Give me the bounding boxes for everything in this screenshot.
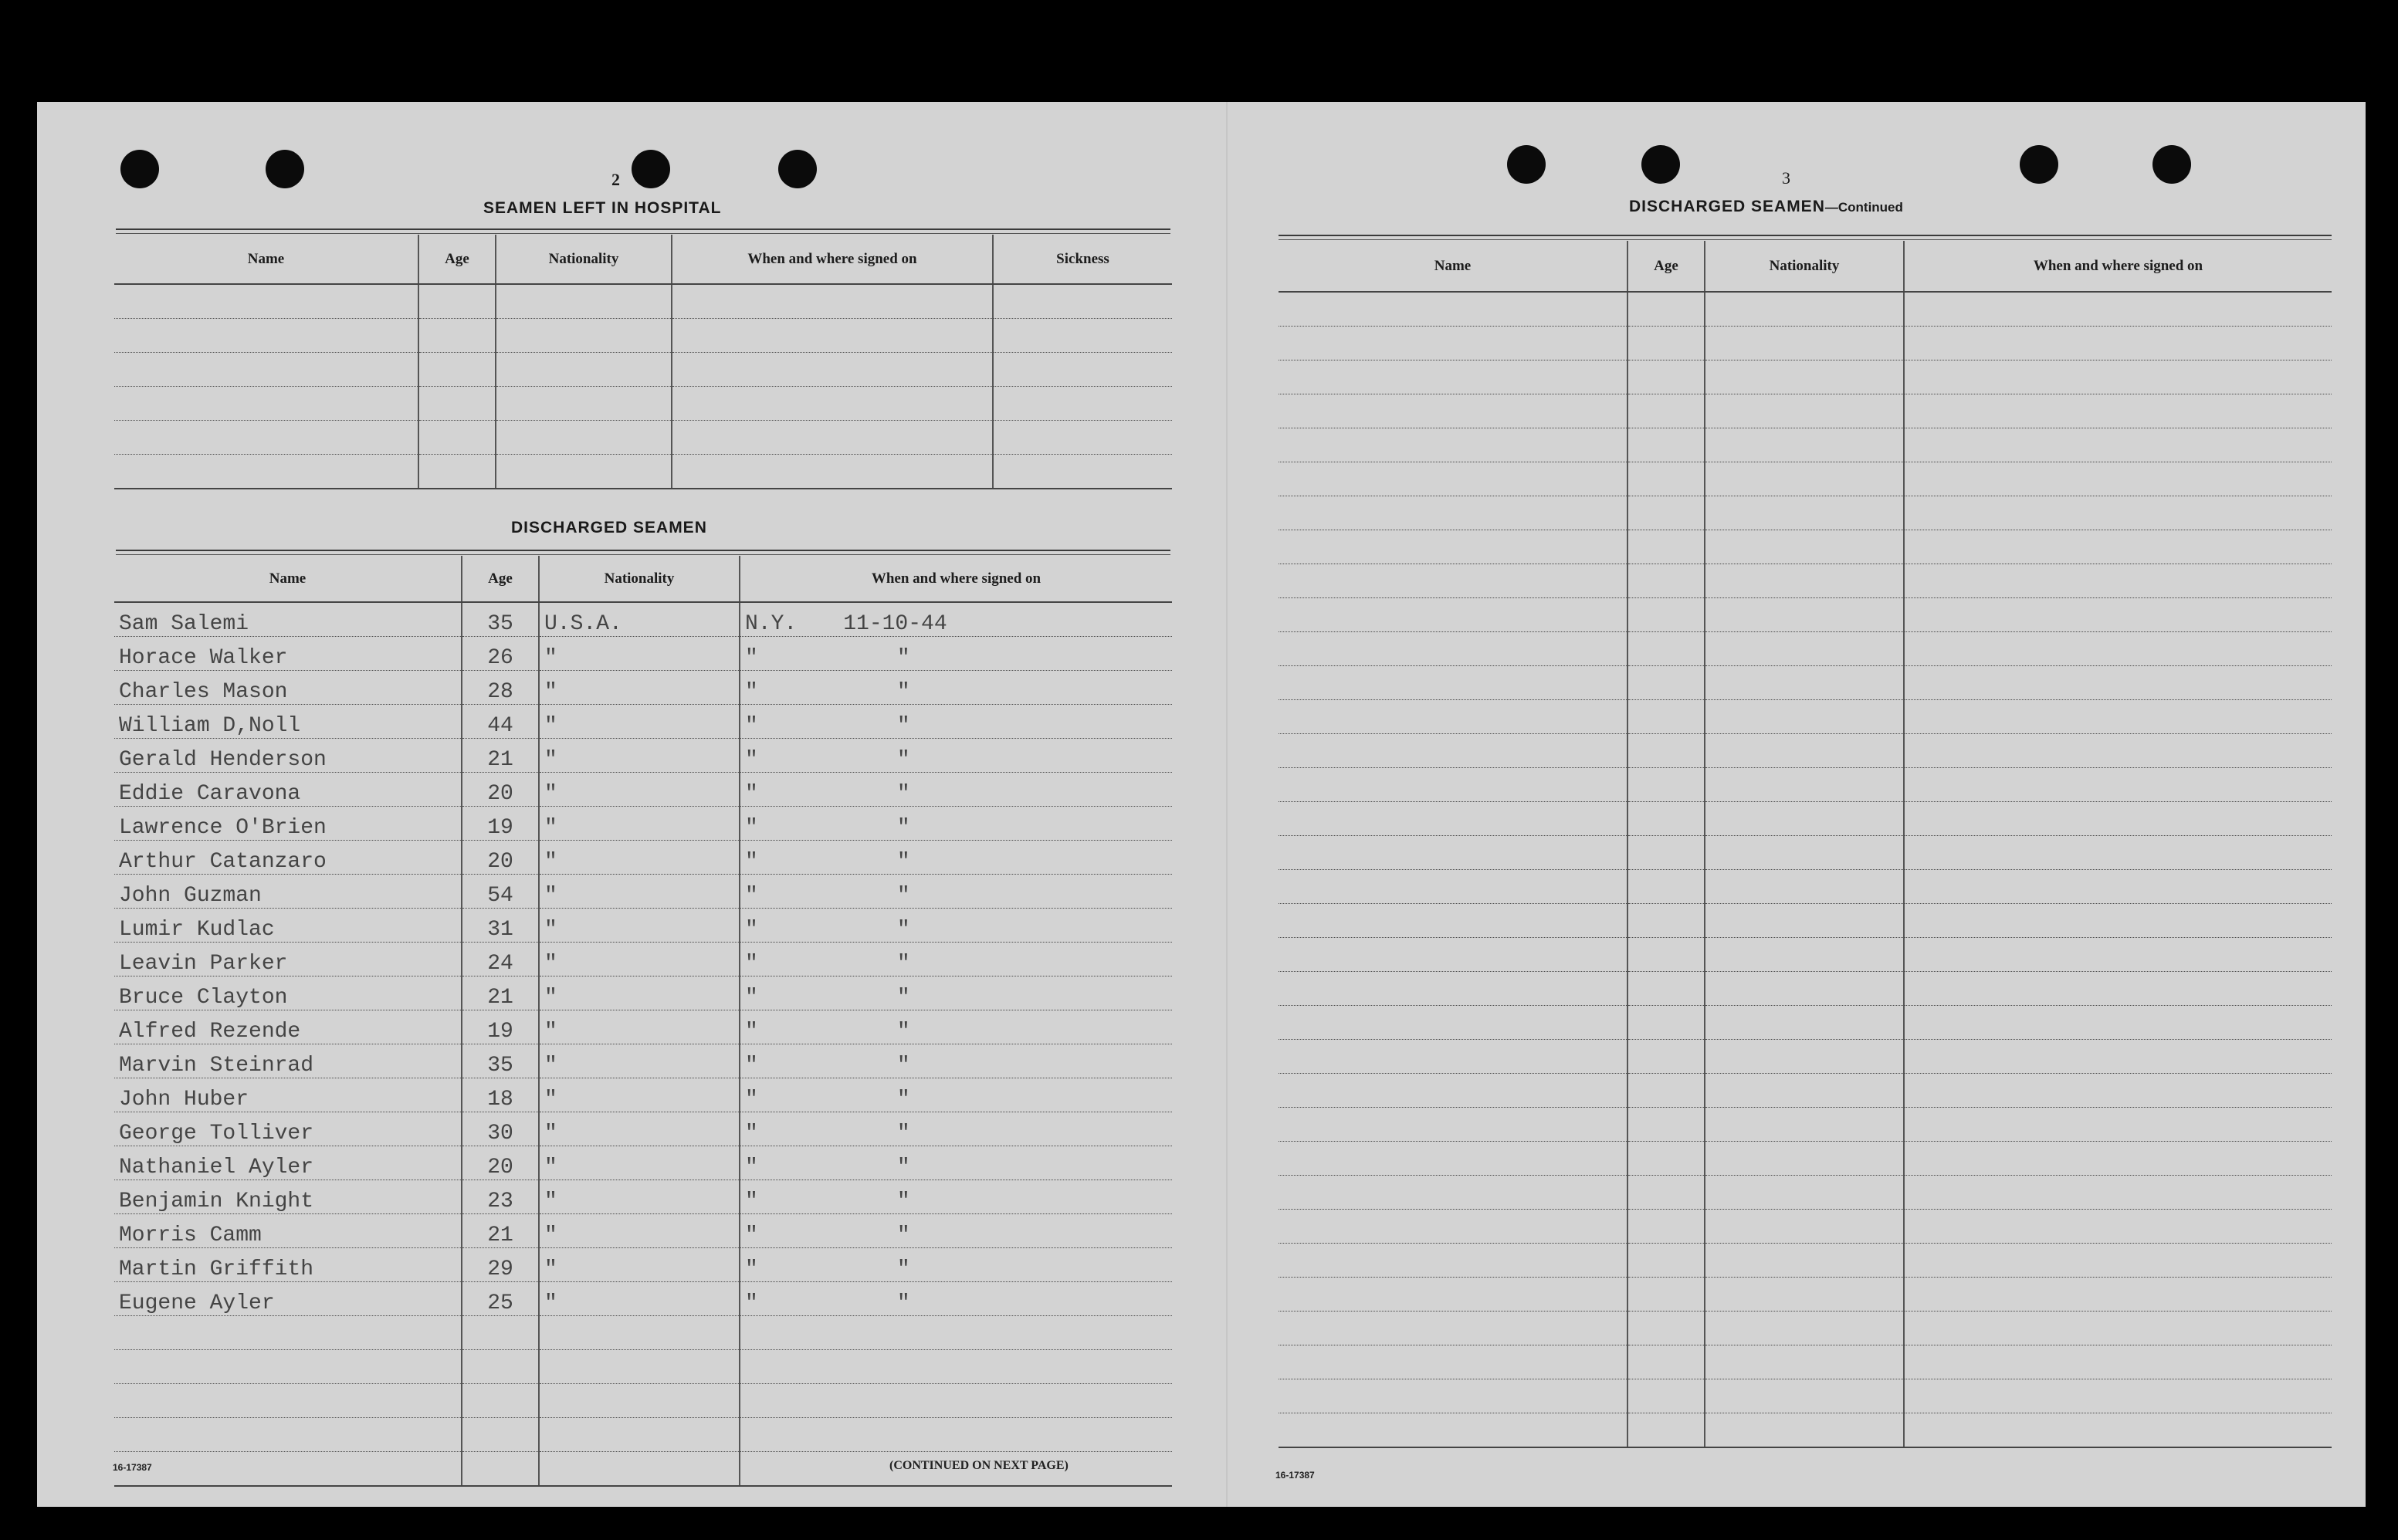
table-row	[114, 1316, 1172, 1350]
table-row	[1279, 564, 2332, 598]
seaman-signed-on	[740, 841, 1172, 875]
table-row	[1279, 1278, 2332, 1312]
table-row	[114, 1180, 1172, 1214]
seaman-name: John Huber	[114, 1078, 462, 1112]
seaman-name: Morris Camm	[114, 1214, 462, 1248]
punch-hole	[1507, 145, 1546, 184]
signed-date: "	[896, 816, 910, 840]
seaman-nationality: "	[539, 1146, 740, 1180]
table-row	[114, 909, 1172, 943]
discharged-table	[114, 556, 1172, 1487]
hospital-section-title: SEAMEN LEFT IN HOSPITAL	[483, 199, 722, 217]
signed-date: "	[896, 1257, 910, 1281]
punch-hole	[2020, 145, 2058, 184]
table-row	[1279, 1379, 2332, 1413]
ledger-sheet	[37, 102, 2366, 1507]
table-row	[114, 1044, 1172, 1078]
signed-place: "	[745, 1190, 758, 1213]
table-row	[114, 841, 1172, 875]
table-row	[1279, 530, 2332, 564]
seaman-age: 19	[462, 807, 539, 841]
table-row	[1279, 1345, 2332, 1379]
signed-date: "	[896, 748, 910, 772]
table-row	[114, 773, 1172, 807]
table-row	[1279, 870, 2332, 904]
table-row	[1279, 836, 2332, 870]
table-row	[1279, 394, 2332, 428]
seaman-age: 25	[462, 1282, 539, 1316]
seaman-name: Bruce Clayton	[114, 976, 462, 1010]
punch-hole	[632, 150, 670, 188]
table-row	[1279, 598, 2332, 632]
discharged-continued-title	[1629, 198, 1903, 216]
table-row	[114, 353, 1172, 387]
seaman-age: 29	[462, 1248, 539, 1282]
seaman-nationality: "	[539, 671, 740, 705]
table-row	[114, 739, 1172, 773]
seaman-signed-on	[740, 1010, 1172, 1044]
section-rule	[1279, 235, 2332, 236]
signed-place: "	[745, 1291, 758, 1315]
signed-place: "	[745, 986, 758, 1010]
signed-date: "	[896, 952, 910, 976]
table-row	[114, 284, 1172, 319]
table-row	[114, 943, 1172, 976]
seaman-name: Charles Mason	[114, 671, 462, 705]
col-header-name: Name	[114, 556, 462, 602]
table-row	[1279, 496, 2332, 530]
col-header-age: Age	[418, 235, 496, 284]
table-row	[114, 421, 1172, 455]
seaman-signed-on	[740, 1044, 1172, 1078]
table-row	[114, 1418, 1172, 1452]
table-row	[114, 807, 1172, 841]
seaman-signed-on	[740, 1112, 1172, 1146]
col-header-name: Name	[1279, 241, 1627, 292]
signed-place: "	[745, 748, 758, 772]
signed-date: "	[896, 850, 910, 874]
seaman-age: 23	[462, 1180, 539, 1214]
seaman-name: Horace Walker	[114, 637, 462, 671]
seaman-age: 21	[462, 976, 539, 1010]
signed-date: "	[896, 884, 910, 908]
signed-place: "	[745, 680, 758, 704]
signed-place: "	[745, 816, 758, 840]
seaman-signed-on	[740, 976, 1172, 1010]
signed-date: "	[896, 986, 910, 1010]
col-header-name: Name	[114, 235, 418, 284]
signed-date: "	[896, 1224, 910, 1247]
seaman-name: Marvin Steinrad	[114, 1044, 462, 1078]
seaman-signed-on	[740, 1282, 1172, 1316]
seaman-nationality: "	[539, 1248, 740, 1282]
signed-place: "	[745, 714, 758, 738]
table-row	[1279, 1040, 2332, 1074]
seaman-signed-on	[740, 602, 1172, 637]
signed-place: "	[745, 1054, 758, 1078]
seaman-signed-on	[740, 909, 1172, 943]
table-row	[1279, 1312, 2332, 1345]
seaman-nationality: "	[539, 705, 740, 739]
seaman-nationality: "	[539, 1044, 740, 1078]
seaman-age: 44	[462, 705, 539, 739]
seaman-age: 26	[462, 637, 539, 671]
table-row	[1279, 462, 2332, 496]
seaman-nationality: "	[539, 841, 740, 875]
seaman-age: 19	[462, 1010, 539, 1044]
seaman-nationality: "	[539, 773, 740, 807]
table-row	[114, 1248, 1172, 1282]
seaman-age: 28	[462, 671, 539, 705]
seaman-name: Eugene Ayler	[114, 1282, 462, 1316]
table-row	[114, 1010, 1172, 1044]
signed-date: "	[896, 1054, 910, 1078]
col-header-signed-on: When and where signed on	[672, 235, 993, 284]
seaman-signed-on	[740, 773, 1172, 807]
seaman-age: 54	[462, 875, 539, 909]
seaman-nationality: "	[539, 976, 740, 1010]
seaman-age: 35	[462, 1044, 539, 1078]
signed-place: "	[745, 1257, 758, 1281]
signed-place: "	[745, 1156, 758, 1180]
form-code: 16-17387	[1275, 1470, 1315, 1481]
page-number: 2	[611, 170, 620, 189]
seaman-name: John Guzman	[114, 875, 462, 909]
col-header-signed-on: When and where signed on	[1904, 241, 2332, 292]
col-header-nationality: Nationality	[1705, 241, 1904, 292]
table-row	[1279, 904, 2332, 938]
signed-place: "	[745, 918, 758, 942]
signed-place: "	[745, 1122, 758, 1146]
signed-date: "	[896, 1156, 910, 1180]
seaman-name: Gerald Henderson	[114, 739, 462, 773]
seaman-signed-on	[740, 1214, 1172, 1248]
seaman-nationality: U.S.A.	[539, 602, 740, 637]
seaman-nationality: "	[539, 909, 740, 943]
seaman-signed-on	[740, 637, 1172, 671]
punch-hole	[266, 150, 304, 188]
signed-place: "	[745, 952, 758, 976]
table-row	[1279, 1108, 2332, 1142]
signed-place: "	[745, 1224, 758, 1247]
seaman-signed-on	[740, 807, 1172, 841]
signed-place: "	[745, 646, 758, 670]
seaman-name: George Tolliver	[114, 1112, 462, 1146]
signed-date: "	[896, 680, 910, 704]
seaman-age: 20	[462, 773, 539, 807]
seaman-age: 35	[462, 602, 539, 637]
discharged-continued-table	[1279, 241, 2332, 1448]
signed-place: N.Y.	[745, 612, 798, 636]
table-row	[114, 705, 1172, 739]
signed-date: "	[896, 646, 910, 670]
seaman-name: Lumir Kudlac	[114, 909, 462, 943]
title-text: DISCHARGED SEAMEN	[1629, 198, 1825, 215]
seaman-name: Nathaniel Ayler	[114, 1146, 462, 1180]
table-row	[1279, 666, 2332, 700]
table-row	[1279, 700, 2332, 734]
punch-hole	[2152, 145, 2191, 184]
page-fold	[1226, 102, 1228, 1507]
table-row	[1279, 734, 2332, 768]
table-row	[114, 976, 1172, 1010]
seaman-age: 20	[462, 1146, 539, 1180]
seaman-nationality: "	[539, 1282, 740, 1316]
signed-place: "	[745, 1088, 758, 1112]
seaman-name: Martin Griffith	[114, 1248, 462, 1282]
signed-place: "	[745, 884, 758, 908]
title-suffix: —Continued	[1824, 200, 1903, 215]
seaman-nationality: "	[539, 943, 740, 976]
seaman-signed-on	[740, 1248, 1172, 1282]
seaman-nationality: "	[539, 1010, 740, 1044]
punch-hole	[778, 150, 817, 188]
table-row	[114, 671, 1172, 705]
seaman-signed-on	[740, 1078, 1172, 1112]
seaman-signed-on	[740, 875, 1172, 909]
signed-date: "	[896, 782, 910, 806]
table-row	[114, 1146, 1172, 1180]
signed-date: "	[896, 1190, 910, 1213]
seaman-age: 18	[462, 1078, 539, 1112]
section-rule	[116, 550, 1170, 551]
seaman-nationality: "	[539, 637, 740, 671]
table-row	[1279, 802, 2332, 836]
seaman-nationality: "	[539, 1112, 740, 1146]
hospital-table	[114, 235, 1172, 489]
table-row	[1279, 360, 2332, 394]
table-row	[114, 1078, 1172, 1112]
seaman-age: 20	[462, 841, 539, 875]
table-row	[1279, 1142, 2332, 1176]
table-row	[114, 1282, 1172, 1316]
section-rule	[116, 228, 1170, 230]
signed-date: "	[896, 1020, 910, 1044]
seaman-age: 21	[462, 739, 539, 773]
signed-date: "	[896, 714, 910, 738]
table-row	[1279, 327, 2332, 360]
seaman-signed-on	[740, 943, 1172, 976]
table-row	[1279, 632, 2332, 666]
continued-note: (CONTINUED ON NEXT PAGE)	[889, 1459, 1069, 1472]
table-row	[1279, 1413, 2332, 1448]
seaman-name: William D,Noll	[114, 705, 462, 739]
table-row	[114, 455, 1172, 489]
col-header-sickness: Sickness	[993, 235, 1172, 284]
seaman-nationality: "	[539, 1180, 740, 1214]
table-row	[114, 1112, 1172, 1146]
table-row	[1279, 1176, 2332, 1210]
seaman-name: Arthur Catanzaro	[114, 841, 462, 875]
signed-place: "	[745, 850, 758, 874]
table-row	[114, 1214, 1172, 1248]
signed-place: "	[745, 782, 758, 806]
seaman-signed-on	[740, 671, 1172, 705]
signed-place: "	[745, 1020, 758, 1044]
table-row	[114, 1350, 1172, 1384]
seaman-signed-on	[740, 1146, 1172, 1180]
seaman-name: Lawrence O'Brien	[114, 807, 462, 841]
seaman-nationality: "	[539, 739, 740, 773]
table-row	[1279, 1006, 2332, 1040]
table-row	[114, 387, 1172, 421]
seaman-nationality: "	[539, 1214, 740, 1248]
seaman-name: Leavin Parker	[114, 943, 462, 976]
discharged-section-title: DISCHARGED SEAMEN	[511, 519, 707, 536]
col-header-signed-on: When and where signed on	[740, 556, 1172, 602]
seaman-name: Sam Salemi	[114, 602, 462, 637]
col-header-age: Age	[462, 556, 539, 602]
seaman-age: 24	[462, 943, 539, 976]
seaman-nationality: "	[539, 807, 740, 841]
punch-hole	[1641, 145, 1680, 184]
seaman-nationality: "	[539, 875, 740, 909]
table-row	[1279, 1210, 2332, 1244]
form-code: 16-17387	[113, 1462, 152, 1473]
col-header-age: Age	[1627, 241, 1705, 292]
table-row	[1279, 938, 2332, 972]
seaman-signed-on	[740, 705, 1172, 739]
signed-date: "	[896, 1291, 910, 1315]
table-row	[114, 319, 1172, 353]
table-row	[1279, 972, 2332, 1006]
seaman-signed-on	[740, 1180, 1172, 1214]
table-row	[1279, 1074, 2332, 1108]
table-row	[114, 875, 1172, 909]
signed-date: "	[896, 1122, 910, 1146]
seaman-name: Benjamin Knight	[114, 1180, 462, 1214]
seaman-nationality: "	[539, 1078, 740, 1112]
seaman-name: Alfred Rezende	[114, 1010, 462, 1044]
table-row	[1279, 292, 2332, 327]
seaman-name: Eddie Caravona	[114, 773, 462, 807]
col-header-nationality: Nationality	[496, 235, 672, 284]
table-row	[114, 637, 1172, 671]
seaman-age: 31	[462, 909, 539, 943]
table-row	[114, 1384, 1172, 1418]
table-row	[1279, 768, 2332, 802]
seaman-signed-on	[740, 739, 1172, 773]
signed-date: "	[896, 1088, 910, 1112]
table-row	[1279, 1244, 2332, 1278]
table-row	[114, 602, 1172, 637]
seaman-age: 30	[462, 1112, 539, 1146]
col-header-nationality: Nationality	[539, 556, 740, 602]
page-number: 3	[1782, 168, 1790, 188]
punch-hole	[120, 150, 159, 188]
signed-date: "	[896, 918, 910, 942]
seaman-age: 21	[462, 1214, 539, 1248]
table-row	[1279, 428, 2332, 462]
signed-date: 11-10-44	[843, 612, 947, 636]
